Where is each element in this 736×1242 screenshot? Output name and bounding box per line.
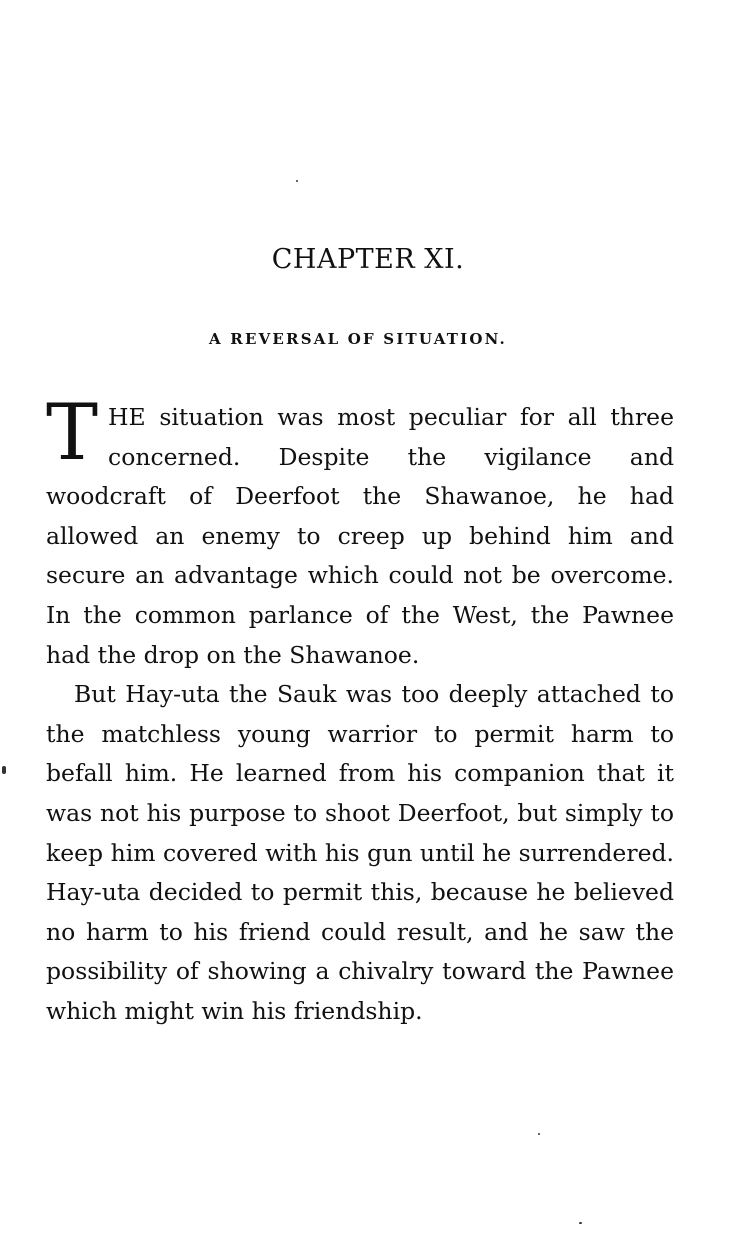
- scan-speck: [2, 766, 6, 774]
- paragraph-2-text: But Hay-uta the Sauk was too deeply attached to the matchless young warrior to permit harm to befall him. He learned from his companion that it was not his purpose to shoot Deerfoot, but simply to keep him covered with his gun until he surrendered. Hay-uta decided to permit this, because he believed no harm to his friend could result, and he saw the possibility of showing a chivalry toward the Pawnee which might win his friendship.: [46, 680, 674, 1025]
- chapter-title: CHAPTER XI.: [271, 244, 465, 275]
- scan-speck: [538, 1133, 540, 1135]
- drop-cap: T: [46, 388, 99, 478]
- paragraph-1-text: HE situation was most peculiar for all three concerned. Despite the vigilance and woodcraft of Deerfoot the Shawanoe, he had allowed an enemy to creep up behind him and secure an advantage which could not be overcome. In the common parlance of the West, the Pawnee had the drop on the Shawanoe.: [46, 403, 674, 669]
- scan-speck: [579, 1222, 582, 1224]
- paragraph-1: [46, 388, 674, 675]
- chapter-subtitle: A REVERSAL OF SITUATION.: [209, 330, 507, 348]
- scan-speck: [296, 180, 298, 182]
- paragraph-2: [46, 675, 674, 1031]
- chapter-body: [46, 388, 674, 1032]
